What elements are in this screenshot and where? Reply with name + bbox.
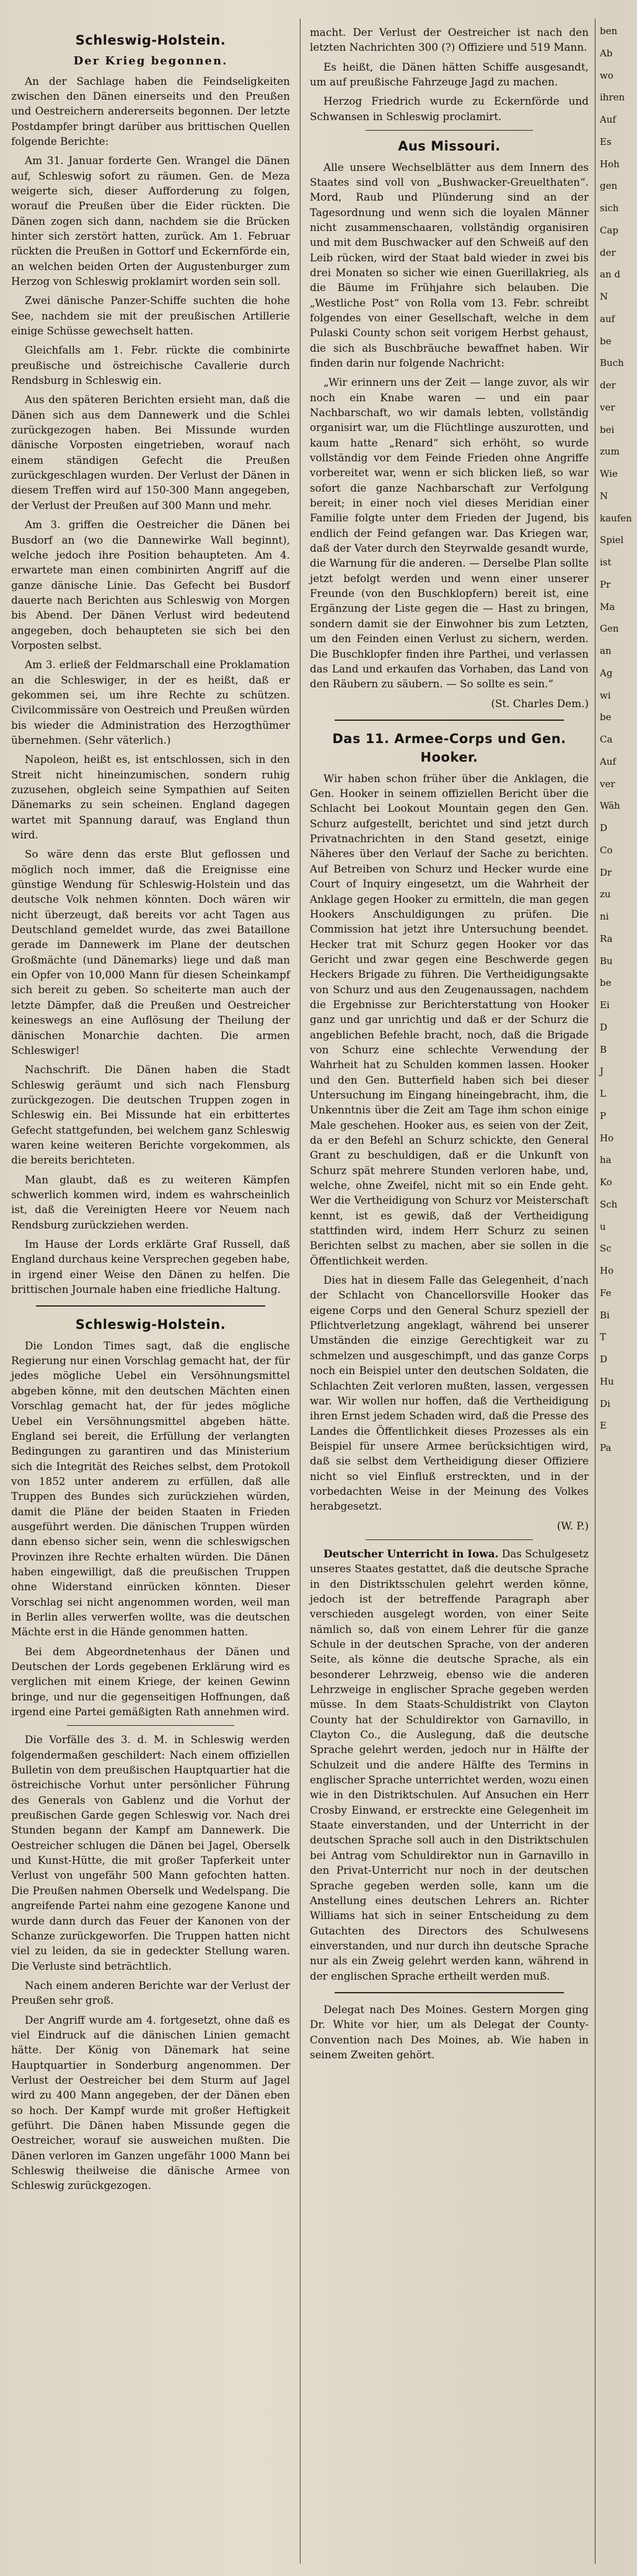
- cropped-text-fragment: E: [600, 1420, 607, 1432]
- source-credit: (W. P.): [556, 1519, 589, 1532]
- cropped-text-fragment: Ab: [600, 47, 613, 59]
- cropped-text-fragment: ni: [600, 911, 609, 922]
- paragraph-text: Das Schulgesetz unseres Staates gestattet, daß die deutsche Sprache in den Distriktsschulen gelehrt werden könne, jedoch ist der betreffende Paragraph aber verschieden ausgelegt worden, von einer Seite nämlich so, daß von einem Lehrer für die ganze Schule in der deutschen Sprache, von der anderen Seite, als könne die deutsche Sprache, als ein besonderer Lehrzweig, ebenso wie die anderen Lehrzweige in englischer Sprache gegeben werden müsse. In dem Staats-Schuldistrikt von Clayton County hat der Schuldirektor von Garnavillo, in Clayton Co., die Auslegung, daß die deutsche Sprache gelehrt werden, jedoch nur in Hälfte der Schulzeit und die andere Hälfte des Termins in englischer Sprache unterrichtet werden, wozu einen wie in den Distriktschulen. Auf Ansuchen ein Herr Crosby Einwand, er erstreckte eine Gelegenheit im Staate einverstanden, und der Unterricht in der deutschen Sprache soll auch in den Distriktschulen bei Antrag vom Schuldirektor nun in Garnavillo in den Privat-Unterricht nur noch in der deutschen Sprache gegeben werden solle, kann um die Anstellung eines deutschen Lehrers an. Richter Williams hat sich in seiner Entscheidung zu dem Gutachten des Directors des Schulwesens einverstanden, und nur durch ihn deutsche Sprache nur als ein Zweig gelehrt werden kann, während in der englischen Sprache ertheilt werden muß.: [310, 1547, 589, 1982]
- cropped-text-fragment: an d: [600, 269, 620, 281]
- cropped-text-fragment: ver: [600, 401, 615, 413]
- paragraph: Dies hat in diesem Falle das Gelegenheit, d’nach der Schlacht von Chancellorsville Hooker das eigene Corps und den General Schurz speziell der Pflichtverletzung angeklagt, während bei unserer Umständen die einzige Gerechtigkeit war zu schmelzen und ausgeschimpft, und das ganze Corps noch ein Beispiel unter den deutschen Soldaten, die Schlachten Zeit verloren mußten, lassen, vergessen war. Wir wollen nur hoffen, daß die Vertheidigung ihren Ernst jedem Schaden wird, daß die Presse des Landes die Öffentlichkeit dieses Prozesses als ein Beispiel für unsere Armee berücksichtigen wird, daß sie selbst dem Vertheidigung dieser Offiziere nicht so viel Einfluß erstreckten, und in der vorbedachten Weise in der Meinung des Volkes herabgesetzt.: [310, 1274, 589, 1513]
- cropped-text-fragment: Dr: [600, 866, 612, 878]
- cropped-text-fragment: Hu: [600, 1375, 614, 1387]
- column-rule: [300, 19, 301, 2564]
- cropped-text-fragment: ist: [600, 557, 612, 568]
- cropped-text-fragment: Fe: [600, 1287, 612, 1299]
- section-heading: Das 11. Armee-Corps und Gen. Hooker.: [332, 731, 566, 765]
- cropped-text-fragment: wi: [600, 689, 611, 701]
- paragraph: Am 3. griffen die Oestreicher die Dänen bei Busdorf an (wo die Dannewirke Wall beginnt), welche jedoch ihre Position behaupteten. Am 4. erwartete man einen combinirten Angriff auf die ganze dänische Linie. Das Gefecht bei Busdorf dauerte nach Berichten aus Schleswig von Morgen bis Abend. Der Dänen Verlust wird bedeutend angegeben, doch behaupteten sie sich bei den Vorposten selbst.: [11, 518, 290, 651]
- article-body: [310, 25, 589, 124]
- cropped-text-fragment: J: [600, 1066, 604, 1077]
- cropped-text-fragment: Co: [600, 844, 613, 856]
- cropped-text-fragment: ver: [600, 778, 615, 790]
- paragraph: Gleichfalls am 1. Febr. rückte die combinirte preußische und östreichische Cavallerie durch Rendsburg in Schleswig ein.: [11, 344, 290, 387]
- cropped-text-fragment: N: [600, 490, 608, 502]
- cropped-text-fragment: der: [600, 246, 616, 258]
- paragraph: Alle unsere Wechselblätter aus dem Innern des Staates sind voll von „Bushwacker-Greuelthaten“. Mord, Raub und Plünderung sind an der Tagesordnung und wenn sich die loyalen Männer nicht zusammenschaaren, vollständig organisiren und mit dem Buschwacker auf den Schweiß auf den Leib rücken, wird der Staat bald wieder in zwei bis drei Monaten so sicher wie einen Guerillakrieg, als die Bäume im Frühjahre sich belauben. Die „Westliche Post“ von Rolla vom 13. Febr. schreibt folgendes von einer Gesellschaft, welche in dem Pulaski County schon seit vorigem Herbst gehaust, die sich als Buschbräuche bewaffnet haben. Wir finden darin nur folgende Nachricht:: [310, 160, 589, 369]
- column-right-cropped: [600, 25, 637, 2557]
- cropped-text-fragment: P: [600, 1110, 607, 1121]
- cropped-text-fragment: Ei: [600, 999, 610, 1011]
- cropped-text-fragment: u: [600, 1221, 606, 1232]
- cropped-text-fragment: Bu: [600, 955, 613, 967]
- cropped-text-fragment: zu: [600, 889, 611, 900]
- cropped-text-fragment: Di: [600, 1398, 610, 1409]
- cropped-text-fragment: Buch: [600, 357, 624, 369]
- cropped-text-fragment: Hoh: [600, 158, 620, 170]
- cropped-text-fragment: wo: [600, 69, 613, 81]
- section-divider: [36, 1305, 265, 1307]
- cropped-text-fragment: Ca: [600, 734, 613, 745]
- paragraph: „Wir erinnern uns der Zeit — lange zuvor, als wir noch ein Knabe waren — und ein paar Nachbarschaft, wo wir damals lebten, vollständig organisirt war, um die Flüchtlinge auszurotten, und kaum hatte „Renard“ sich erhöht, so wurde vollständig vor dem Feinde Frieden ohne Angriffe vorbereitet war, wenn er sich blicken ließ, so war sofort die ganze Nachbarschaft zur Verfolgung bereit; in einer noch viel dieses Meridian einer Familie folgte unter dem Frieden der Jugend, bis endlich der Feind gefangen war. Das Kriegen war, daß der Vater durch den Steyrwalde gesandt wurde, die Warnung für die anderen. — Derselbe Plan sollte jetzt befolgt werden und wenn einer unserer Freunde (von den Buschklopfern) bereit ist, eine Ergänzung der Liste gegen die — Hast zu bringen, sondern damit sie der Einwohner bis zum Letzten, um den Feinden einen Verlust zu sichern, werden. Die Buschklopfer finden ihre Parthei, und verlassen das Land und erkaufen das Vorhaben, das Land von den Räubern zu säubern. — So sollte es sein.“: [310, 376, 589, 690]
- paragraph-with-heading: [310, 1546, 589, 1983]
- column-middle: [310, 25, 589, 2557]
- article-body: [310, 160, 589, 711]
- cropped-text-fragment: Pr: [600, 578, 611, 590]
- cropped-text-fragment: Pa: [600, 1442, 612, 1453]
- cropped-text-fragment: auf: [600, 313, 615, 324]
- cropped-text-fragment: zum: [600, 446, 620, 458]
- cropped-text-fragment: gen: [600, 180, 618, 192]
- cropped-text-fragment: Ho: [600, 1132, 614, 1144]
- cropped-text-fragment: L: [600, 1088, 606, 1099]
- cropped-text-fragment: Sch: [600, 1198, 618, 1210]
- paragraph: Am 3. erließ der Feldmarschall eine Proklamation an die Schleswiger, in der es heißt, daß er gekommen sei, um ihre Rechte zu schützen. Civilcommissäre von Oestreich und Preußen würden bis wieder die Administration des Herzogthümer übernehmen. (Sehr väterlich.): [11, 658, 290, 746]
- cropped-text-fragment: D: [600, 1354, 608, 1365]
- paragraph: Die Vorfälle des 3. d. M. in Schleswig werden folgendermaßen geschildert: Nach einem offiziellen Bulletin von dem preußischen Hauptquartier hat die östreichische Vorhut unter persönlicher Führung des Generals von Gablenz und die Vorhut der preußischen Garde gegen Schleswig vor. Nach drei Stunden begann der Kampf am Dannewerk. Die Oestreicher schlugen die Dänen bei Jagel, Oberselk und Kunst-Hütte, die mit großer Tapferkeit unter Verlust von ungefähr 500 Mann gefochten hatten. Die Preußen nahmen Oberselk und Wedelspang. Die angreifende Partei nahm eine gezogene Kanone und wurde dann durch das Feuer der Kanonen von der Schanze zurückgeworfen. Die Truppen hatten nicht viel zu leiden, da sie in gedeckter Stellung waren. Die Verluste sind beträchtlich.: [11, 1733, 290, 1972]
- source-credit: (St. Charles Dem.): [491, 697, 589, 710]
- article-body: [310, 1546, 589, 1983]
- cropped-text-fragment: ha: [600, 1154, 612, 1166]
- paragraph: Am 31. Januar forderte Gen. Wrangel die Dänen auf, Schleswig sofort zu räumen. Gen. de Meza weigerte sich, dieser Aufforderung zu folgen, worauf die Preußen über die Eider rückten. Die Dänen zogen sich dann, nachdem sie die Brücken hinter sich zerstört hatten, zurück. Am 1. Februar rückten die Preußen in Gottorf und Eckernförde ein, an welchen beiden Orten der Augustenburger zum Herzog von Schleswig proklamirt worden sein soll.: [11, 154, 290, 287]
- paragraph: Nach einem anderen Berichte war der Verlust der Preußen sehr groß.: [11, 1978, 290, 2007]
- paragraph: Herzog Friedrich wurde zu Eckernförde und Schwansen in Schleswig proclamirt.: [310, 95, 589, 123]
- paragraph: Wir haben schon früher über die Anklagen, die Gen. Hooker in seinem offiziellen Bericht über die Schlacht bei Lookout Mountain gegen den Gen. Schurz aufgestellt, berichtet und sind jetzt durch Privatnachrichten in den Stand gesetzt, einige Näheres über den Verlauf der Sache zu berichten. Auf Betreiben von Schurz und Hecker wurde eine Court of Inquiry eingesetzt, um die Wahrheit der Anklage gegen Hooker zu ermitteln, die man gegen Hookers Anschuldigungen zu prüfen. Die Commission hat jetzt ihre Untersuchung beendet. Hecker trat mit Schurz gegen Hooker vor das Gericht und zwar gegen eine Beschwerde gegen Heckers Brigade zu führen. Die Vertheidigungsakte von Schurz und aus den Zeugenaussagen, nachdem die Ergebnisse zur Berichterstattung von Hooker ganz und gar unrichtig und daß er der Schurz die angeblichen Befehle bracht, noch, daß die Brigade von Schurz eine schlechte Verwendung der Wahrheit hat zu Schulden kommen lassen. Hooker und den Gen. Butterfield haben sich bei dieser Untersuchung im Eingang hineingebracht, ihm, die Unkenntnis über die Zeit am Tage ihm schon einige Male geschehen. Hooker aus, es seien von der Zeit, da er den Befehl an Schurz schickte, den General Grant zu beschuldigen, daß er die Unkunft von Schurz spät mehrere Stunden verloren habe, und, welche, ohne Zweifel, nicht mit so ein Ende geht. Wer die Vertheidigung von Schurz vor Meisterschaft kennt, ist es gewiß, daß der Vertheidigung stattfinden wird, indem Herr Schurz zu seinen Berichten selbst zu machen, aber sie sollen in die Öffentlichkeit werden.: [310, 772, 589, 1267]
- cropped-text-fragment: D: [600, 1021, 608, 1033]
- article-body: [310, 771, 589, 1533]
- section-heading: Schleswig-Holstein.: [75, 1317, 226, 1333]
- cropped-text-fragment: Auf: [600, 114, 617, 125]
- paragraph: An der Sachlage haben die Feindseligkeiten zwischen den Dänen einerseits und den Preußen und Oestreichern andererseits begonnen. Der letzte Postdampfer bringt darüber aus brittischen Quellen folgende Berichte:: [11, 74, 290, 147]
- cropped-text-fragment: bei: [600, 424, 615, 435]
- cropped-text-fragment: Ko: [600, 1177, 612, 1188]
- article-body: [11, 74, 290, 1297]
- cropped-text-fragment: der: [600, 380, 616, 391]
- paragraph: Im Hause der Lords erklärte Graf Russell, daß England durchaus keine Versprechen gegeben habe, in irgend einer Weise den Dänen zu helfen. Die brittischen Journale haben eine friedliche Haltung.: [11, 1237, 290, 1295]
- cropped-text-fragment: be: [600, 335, 612, 347]
- section-divider: [366, 130, 533, 131]
- paragraph: Napoleon, heißt es, ist entschlossen, sich in den Streit nicht hineinzumischen, sondern ruhig zuzusehen, obgleich seine Sympathien auf Seiten Dänemarks zu sein scheinen. England dagegen wartet mit Spannung darauf, was England thun wird.: [11, 753, 290, 842]
- paragraph: Die London Times sagt, daß die englische Regierung nur einen Vorschlag gemacht hat, der für jedes mögliche Uebel ein Versöhnungsmittel abgeben könne, mit den deutschen Mächten einen Vorschlag gemacht hat, der für jedes mögliche Uebel ein Versöhnungsmittel abgeben hätte. England sei bereit, die Erfüllung der verlangten Bedingungen zu garantiren und das Ministerium sich die Integrität des Reiches selbst, dem Protokoll von 1852 unter anderem zu erfüllen, daß alle Truppen des Bundes sich zurückziehen würden, damit die Pläne der beiden Staaten in Frieden ausgeführt werden. Die dänischen Truppen würden dann ebenso sicher sein, wenn die schleswigschen Provinzen ihre Rechte erhalten würden. Die Dänen haben eingewilligt, daß die preußischen Truppen ohne Widerstand einrücken könnten. Dieser Vorschlag sei nicht angenommen worden, weil man in Berlin alles verwerfen wollte, was die deutschen Mächte erst in die Hände genommen hatten.: [11, 1339, 290, 1638]
- cropped-text-fragment: Bi: [600, 1309, 610, 1321]
- paragraph: Bei dem Abgeordnetenhaus der Dänen und Deutschen der Lords gegebenen Erklärung wird es verglichen mit einem Kriege, der keinen Gewinn bringe, und nur die gegenseitigen Hoffnungen, daß irgend eine Partei gemäßigten Rath annehmen wird.: [11, 1645, 290, 1718]
- paragraph: macht. Der Verlust der Oestreicher ist nach den letzten Nachrichten 300 (?) Offiziere und 519 Mann.: [310, 26, 589, 54]
- cropped-text-fragment: Ag: [600, 667, 613, 679]
- paragraph: Zwei dänische Panzer-Schiffe suchten die hohe See, nachdem sie mit der preußischen Artillerie einige Schüsse gewechselt hatten.: [11, 294, 290, 337]
- section-divider: [335, 1992, 564, 1993]
- cropped-text-fragment: sich: [600, 202, 619, 214]
- cropped-text-fragment: N: [600, 291, 608, 302]
- paragraph: Es heißt, die Dänen hätten Schiffe ausgesandt, um auf preußische Fahrzeuge Jagd zu machen.: [310, 60, 589, 89]
- column-left: [11, 25, 290, 2557]
- section-divider: [335, 720, 564, 721]
- cropped-text-fragment: an: [600, 645, 612, 656]
- section-divider: [366, 1539, 533, 1540]
- notice-paragraph: Delegat nach Des Moines. Gestern Morgen ging Dr. White vor hier, um als Delegat der County-Convention nach Des Moines, ab. Wie haben in seinem Zweiten gehört.: [310, 2003, 589, 2061]
- cropped-text-fragment: Gen: [600, 623, 619, 635]
- cropped-text-fragment: kaufen: [600, 512, 632, 524]
- cropped-text-fragment: Cap: [600, 224, 619, 236]
- paragraph: Der Angriff wurde am 4. fortgesetzt, ohne daß es viel Eindruck auf die dänischen Linien gemacht hätte. Der König von Dänemark hat seine Hauptquartier in Sonderburg angenommen. Der Verlust der Oestreicher bei dem Sturm auf Jagel wird zu 400 Mann angegeben, der der Dänen eben so hoch. Der Kampf wurde mit großer Heftigkeit geführt. Die Dänen haben Missunde gegen die Oestreicher, worauf sie ausweichen mußten. Die Dänen verloren im Ganzen ungefähr 1000 Mann bei Schleswig theilweise die dänische Armee von Schleswig zurückgezogen.: [11, 2013, 290, 2192]
- section-heading: Schleswig-Holstein.: [75, 33, 226, 48]
- inline-heading: Deutscher Unterricht in Iowa.: [323, 1547, 499, 1560]
- cropped-text-fragment: be: [600, 711, 612, 723]
- section-heading: Aus Missouri.: [398, 139, 501, 154]
- paragraph: Man glaubt, daß es zu weiteren Kämpfen schwerlich kommen wird, indem es wahrscheinlich ist, daß die Vereinigten Heere vor Neuem nach Rendsburg zurückziehen werden.: [11, 1173, 290, 1231]
- cropped-text-fragment: Es: [600, 136, 612, 147]
- cropped-text-fragment: be: [600, 977, 612, 989]
- article-body: [11, 1338, 290, 1720]
- cropped-text-fragment: ben: [600, 25, 618, 37]
- paragraph: Nachschrift. Die Dänen haben die Stadt Schleswig geräumt und sich nach Flensburg zurückgezogen. Die deutschen Truppen zogen in Schleswig ein. Bei Missunde hat ein erbittertes Gefecht stattgefunden, bei welchem ganz Schleswig waren keine weiteren Berichte vorgekommen, als die bereits berichteten.: [11, 1063, 290, 1167]
- cropped-text-fragment: Wie: [600, 468, 618, 479]
- cropped-text-fragment: Spiel: [600, 534, 624, 546]
- cropped-text-fragment: Ma: [600, 601, 615, 612]
- section-divider: [67, 1725, 234, 1726]
- cropped-text-fragment: ihren: [600, 92, 625, 103]
- cropped-text-fragment: Ra: [600, 933, 613, 944]
- paragraph: Aus den späteren Berichten ersieht man, daß die Dänen sich aus dem Dannewerk und die Schlei zurückgezogen haben. Bei Missunde wurden dänische Vorposten eingetrieben, worauf nach einem ständigen Gefecht die Preußen zurückgeschlagen wurden. Der Verlust der Dänen in diesem Treffen wird auf 150-300 Mann angegeben, der Verlust der Preußen auf 300 Mann und mehr.: [11, 393, 290, 511]
- cropped-text-fragment: Sc: [600, 1243, 612, 1255]
- article-body: [11, 1732, 290, 2193]
- paragraph: So wäre denn das erste Blut geflossen und möglich noch immer, daß die Ereignisse eine günstige Wendung für Schleswig-Holstein und das deutsche Volk nehmen könnten. Doch wären wir nicht überzeugt, daß bereits vor acht Tagen aus Deutschland gemeldet wurde, das zwei Bataillone gerade im Dannewerk im Plane der deutschen Großmächte (und Dänemarks) liege und daß man ein Opfer von 10,000 Mann für diesen Scheinkampf sich bereit zu geben. So scheiterte man auch der letzte Dämpfer, daß die Preußen und Oestreicher keineswegs an eine Auflösung der Theilung der dänischen Monarchie dachten. Die armen Schleswiger!: [11, 848, 290, 1056]
- cropped-text-fragment: T: [600, 1331, 607, 1343]
- cropped-text-fragment: D: [600, 822, 608, 833]
- cropped-text-fragment: B: [600, 1043, 607, 1055]
- cropped-text-fragment: Ho: [600, 1265, 614, 1276]
- cropped-text-fragment: Auf: [600, 755, 617, 767]
- cropped-text-fragment: Wäh: [600, 800, 620, 812]
- section-subheading: Der Krieg begonnen.: [73, 54, 228, 68]
